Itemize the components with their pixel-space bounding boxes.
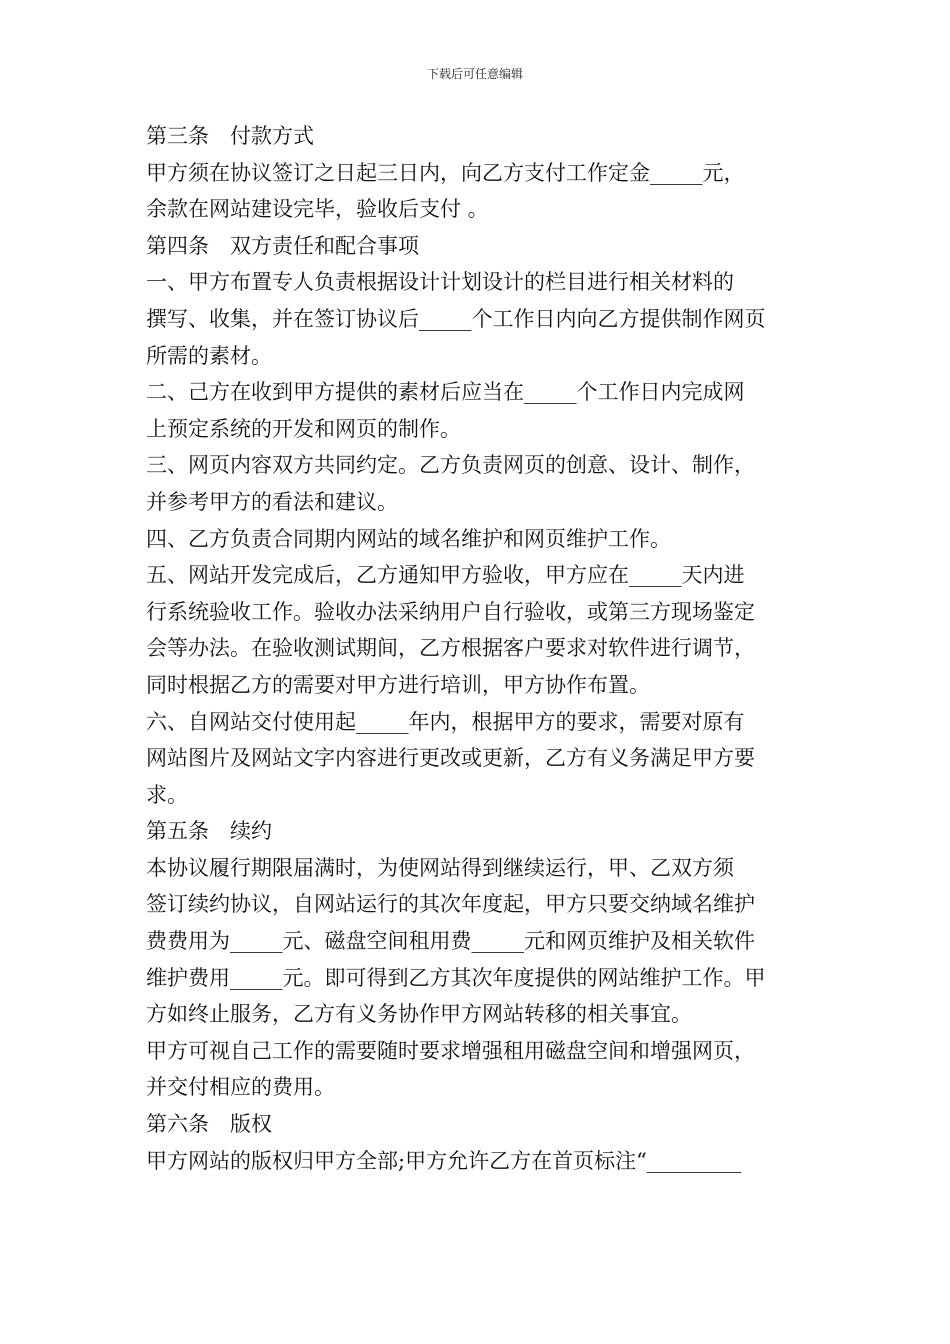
text-line: 网站图片及网站文字内容进行更改或更新，乙方有义务满足甲方要 [146,746,755,771]
text-line: 方如终止服务，乙方有义务协作甲方网站转移的相关事宜。 [146,1002,692,1027]
text-line: 甲方须在协议签订之日起三日内，向乙方支付工作定金_____元， [146,160,745,185]
text-line: 五、网站开发完成后，乙方通知甲方验收，甲方应在_____天内进 [146,563,745,588]
text-line: 签订续约协议，自网站运行的其次年度起，甲方只要交纳域名维护 [146,892,755,917]
text-line: 第五条 续约 [146,819,272,844]
text-line: 余款在网站建设完毕，验收后支付 。 [146,197,489,222]
text-line: 本协议履行期限届满时，为使网站得到继续运行，甲、乙双方须 [146,855,734,880]
text-line: 撰写、收集，并在签订协议后_____个工作日内向乙方提供制作网页 [146,306,766,331]
text-line: 维护费用_____元。即可得到乙方其次年度提供的网站维护工作。甲 [146,965,766,990]
text-line: 六、自网站交付使用起_____年内，根据甲方的要求，需要对原有 [146,709,745,734]
text-line: 求。 [146,782,188,807]
text-line: 会等办法。在验收测试期间，乙方根据客户要求对软件进行调节， [146,636,755,661]
text-line: 费费用为_____元、磁盘空间租用费_____元和网页维护及相关软件 [146,929,755,954]
text-line: 第六条 版权 [146,1112,272,1137]
text-line: 并交付相应的费用。 [146,1075,335,1100]
document-body [146,118,816,1179]
text-line: 二、己方在收到甲方提供的素材后应当在_____个工作日内完成网 [146,380,745,405]
text-line: 三、网页内容双方共同约定。乙方负责网页的创意、设计、制作， [146,453,755,478]
text-line: 所需的素材。 [146,343,272,368]
text-line: 第四条 双方责任和配合事项 [146,233,419,258]
text-line: 甲方网站的版权归甲方全部;甲方允许乙方在首页标注“_________ [146,1148,742,1173]
text-line: 行系统验收工作。验收办法采纳用户自行验收，或第三方现场鉴定 [146,599,755,624]
text-line: 甲方可视自己工作的需要随时要求增强租用磁盘空间和增强网页， [146,1038,755,1063]
text-line: 一、甲方布置专人负责根据设计计划设计的栏目进行相关材料的 [146,270,734,295]
text-line: 并参考甲方的看法和建议。 [146,489,398,514]
text-line: 第三条 付款方式 [146,124,314,148]
text-line: 上预定系统的开发和网页的制作。 [146,416,461,441]
text-line: 四、乙方负责合同期内网站的域名维护和网页维护工作。 [146,526,671,551]
text-line: 同时根据乙方的需要对甲方进行培训，甲方协作布置。 [146,672,650,697]
page-header: 下载后可任意编辑 [426,67,523,81]
